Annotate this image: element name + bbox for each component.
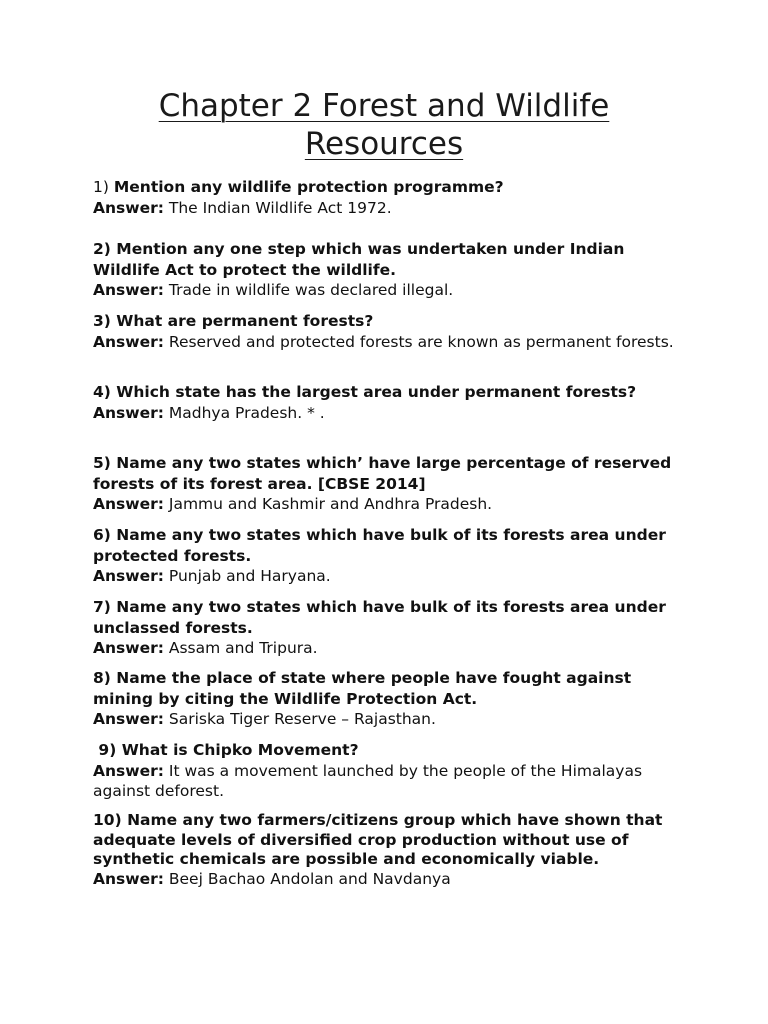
question-number: 7) — [93, 598, 111, 616]
qa-item-6 — [93, 525, 693, 587]
answer-text: It was a movement launched by the people of the Himalayas against deforest. — [93, 761, 643, 800]
page-title — [0, 87, 768, 163]
answer-label: Answer: — [93, 332, 164, 351]
answer-label: Answer: — [93, 869, 164, 888]
answer-text: Sariska Tiger Reserve – Rajasthan. — [168, 710, 436, 728]
qa-item-9 — [93, 740, 693, 802]
qa-item-5 — [93, 453, 693, 515]
question-text: Name any two states which’ have large percentage of reserved forests of its forest area. [CBSE 2014] — [93, 454, 672, 493]
answer-text: Assam and Tripura. — [168, 639, 318, 657]
answer-text: Punjab and Haryana. — [168, 567, 331, 585]
question-number: 1) — [93, 178, 109, 196]
answer-text: Reserved and protected forests are known as permanent forests. — [168, 332, 674, 351]
question-text: Mention any wildlife protection programme? — [113, 178, 504, 196]
answer-label: Answer: — [93, 403, 164, 422]
question-number: 5) — [93, 454, 111, 472]
question-text: Name the place of state where people have fought against mining by citing the Wildlife Protection Act. — [93, 669, 632, 708]
qa-item-4 — [93, 382, 693, 423]
question-text: What is Chipko Movement? — [121, 741, 359, 759]
question-number: 6) — [93, 526, 111, 544]
question-text: Name any two states which have bulk of its forests area under protected forests. — [93, 526, 666, 565]
answer-label: Answer: — [93, 198, 164, 217]
title-line-2: Resources — [304, 126, 464, 162]
answer-text: The Indian Wildlife Act 1972. — [168, 198, 392, 217]
qa-item-7 — [93, 597, 693, 659]
question-number: 8) — [93, 669, 111, 687]
answer-text: Madhya Pradesh. * . — [168, 403, 325, 422]
answer-label: Answer: — [93, 761, 164, 780]
answer-text: Beej Bachao Andolan and Navdanya — [168, 869, 451, 888]
answer-text: Jammu and Kashmir and Andhra Pradesh. — [168, 495, 493, 513]
question-text: Which state has the largest area under permanent forests? — [116, 383, 637, 401]
answer-label: Answer: — [93, 710, 164, 728]
question-number: 2) — [93, 240, 111, 258]
qa-item-10 — [93, 811, 693, 889]
qa-item-1 — [93, 177, 693, 218]
answer-label: Answer: — [93, 495, 164, 513]
answer-label: Answer: — [93, 567, 164, 585]
question-number: 3) — [93, 312, 111, 330]
answer-label: Answer: — [93, 281, 164, 299]
question-text: What are permanent forests? — [116, 312, 374, 330]
answer-text: Trade in wildlife was declared illegal. — [168, 281, 454, 299]
qa-item-2 — [93, 239, 693, 301]
question-text: Name any two farmers/citizens group which have shown that adequate levels of diversified crop production without use of synthetic chemicals are possible and economically viable. — [93, 811, 663, 868]
title-line-1: Chapter 2 Forest and Wildlife — [158, 88, 610, 124]
answer-label: Answer: — [93, 639, 164, 657]
question-number: 4) — [93, 383, 111, 401]
question-text: Mention any one step which was undertaken under Indian Wildlife Act to protect the wildlife. — [93, 240, 625, 279]
question-number: 10) — [93, 811, 122, 829]
qa-item-3 — [93, 311, 693, 352]
question-number: 9) — [98, 741, 117, 759]
qa-item-8 — [93, 668, 693, 730]
question-text: Name any two states which have bulk of its forests area under unclassed forests. — [93, 598, 666, 637]
